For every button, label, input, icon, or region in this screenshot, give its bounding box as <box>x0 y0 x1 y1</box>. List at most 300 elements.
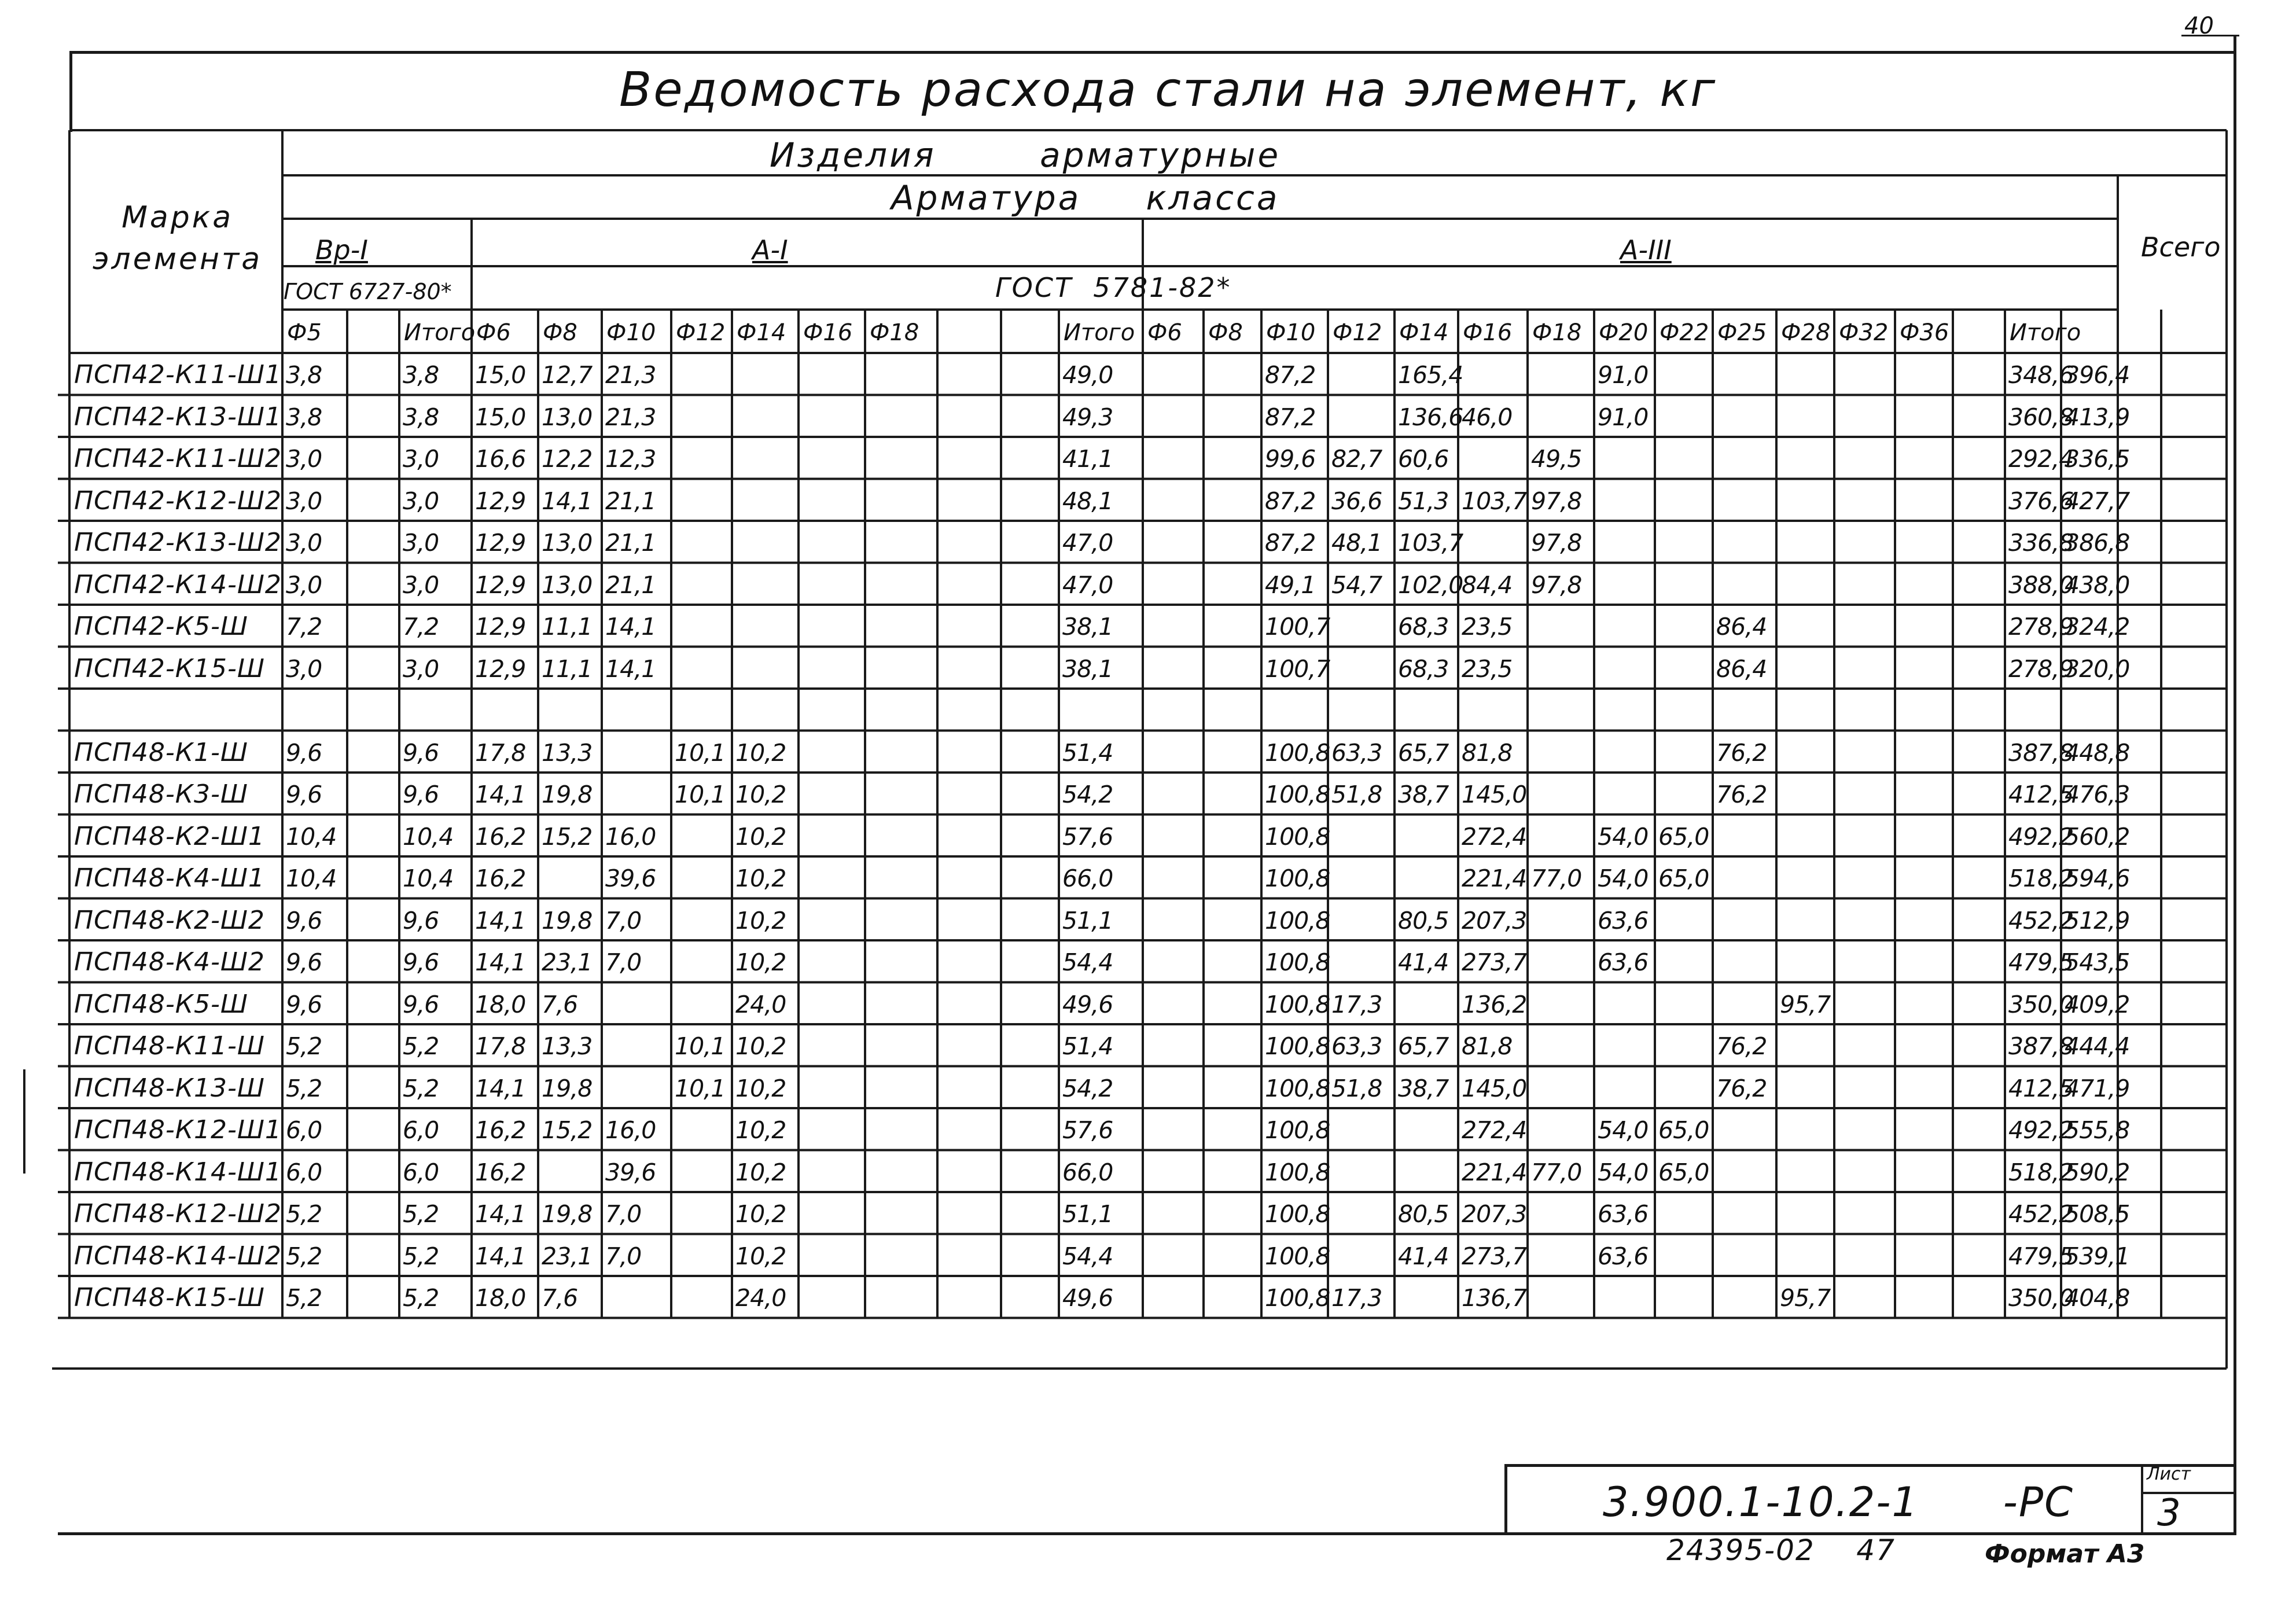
table-cell: 95,7 <box>1780 990 1831 1018</box>
table-cell: 100,8 <box>1265 1158 1330 1186</box>
table-cell: 54,0 <box>1598 865 1649 892</box>
table-cell: 100,8 <box>1265 1284 1330 1312</box>
page-title: Ведомость расхода стали на элемент, кг <box>619 62 1717 117</box>
row-mark: ПСП42-К11-Ш2 <box>74 444 282 473</box>
table-cell: 16,0 <box>605 822 656 851</box>
table-cell: 54,0 <box>1598 822 1649 851</box>
table-cell: 24,0 <box>735 990 786 1018</box>
table-cell: 221,4 <box>1462 1158 1527 1186</box>
table-cell: 63,6 <box>1598 948 1649 976</box>
column-header: Ф28 <box>1781 319 1831 346</box>
table-cell: 48,1 <box>1331 529 1382 557</box>
table-cell: 12,9 <box>475 613 526 641</box>
table-cell: 10,2 <box>735 906 786 935</box>
row-mark: ПСП48-К1-Ш <box>74 737 248 767</box>
table-cell: 91,0 <box>1598 403 1649 431</box>
table-cell: 10,2 <box>735 822 786 851</box>
row-mark: ПСП42-К13-Ш2 <box>74 528 282 557</box>
column-header: Ф36 <box>1900 319 1949 346</box>
table-cell: 38,1 <box>1062 654 1113 683</box>
table-cell: 539,1 <box>2065 1242 2130 1270</box>
table-cell: 5,2 <box>286 1284 322 1312</box>
row-mark: ПСП42-К5-Ш <box>74 612 248 641</box>
table-cell: 49,6 <box>1062 1284 1113 1312</box>
table-cell: 543,5 <box>2065 948 2130 976</box>
row-mark: ПСП48-К11-Ш <box>74 1031 265 1061</box>
table-cell: 12,2 <box>542 445 593 473</box>
table-cell: 51,4 <box>1062 738 1113 767</box>
table-cell: 14,1 <box>542 487 593 515</box>
column-header: Ф22 <box>1660 319 1709 346</box>
archive-number: 24395-02 47 <box>1666 1533 1896 1567</box>
table-cell: 3,0 <box>403 445 439 473</box>
table-cell: 23,1 <box>542 948 593 976</box>
table-cell: 57,6 <box>1062 1116 1113 1144</box>
table-cell: 87,2 <box>1265 361 1316 389</box>
row-mark: ПСП48-К5-Ш <box>74 989 248 1019</box>
table-cell: 41,4 <box>1398 1242 1449 1270</box>
table-cell: 10,2 <box>735 1032 786 1060</box>
table-cell: 3,0 <box>403 571 439 599</box>
table-cell: 24,0 <box>735 1284 786 1312</box>
row-mark: ПСП48-К13-Ш <box>74 1073 265 1103</box>
table-cell: 54,0 <box>1598 1158 1649 1186</box>
table-cell: 272,4 <box>1462 1116 1527 1144</box>
table-cell: 13,0 <box>542 571 593 599</box>
table-cell: 51,4 <box>1062 1032 1113 1060</box>
table-cell: 273,7 <box>1462 948 1527 976</box>
table-cell: 12,3 <box>605 445 656 473</box>
table-cell: 38,7 <box>1398 1074 1449 1102</box>
table-cell: 46,0 <box>1462 403 1513 431</box>
table-cell: 12,9 <box>475 529 526 557</box>
table-cell: 41,4 <box>1398 948 1449 976</box>
table-cell: 452,2 <box>2008 906 2074 935</box>
column-header: Ф8 <box>1208 319 1243 346</box>
table-cell: 19,8 <box>542 1074 593 1102</box>
table-cell: 3,0 <box>286 654 322 683</box>
table-cell: 10,2 <box>735 865 786 892</box>
format-label: Формат А3 <box>1985 1539 2145 1569</box>
table-cell: 221,4 <box>1462 865 1527 892</box>
table-cell: 49,1 <box>1265 571 1316 599</box>
table-cell: 13,0 <box>542 403 593 431</box>
table-cell: 68,3 <box>1398 654 1449 683</box>
table-cell: 10,1 <box>675 1074 726 1102</box>
table-cell: 10,4 <box>286 865 337 892</box>
table-cell: 100,8 <box>1265 1074 1330 1102</box>
document-code: 3.900.1-10.2-1 -РС <box>1603 1478 2074 1526</box>
table-cell: 76,2 <box>1716 781 1767 808</box>
table-cell: 278,9 <box>2008 613 2074 641</box>
table-cell: 14,1 <box>475 906 526 935</box>
table-cell: 6,0 <box>403 1158 439 1186</box>
column-header: Итого <box>2010 319 2081 346</box>
table-cell: 145,0 <box>1462 781 1527 808</box>
row-mark: ПСП42-К14-Ш2 <box>74 569 282 599</box>
table-cell: 23,5 <box>1462 613 1513 641</box>
column-header: Ф16 <box>1463 319 1513 346</box>
table-cell: 19,8 <box>542 906 593 935</box>
table-cell: 412,5 <box>2008 1074 2074 1102</box>
table-cell: 100,8 <box>1265 865 1330 892</box>
table-cell: 452,2 <box>2008 1200 2074 1228</box>
table-cell: 412,5 <box>2008 781 2074 808</box>
table-cell: 10,1 <box>675 1032 726 1060</box>
header-products: Изделия арматурные <box>770 135 1281 175</box>
table-cell: 65,0 <box>1658 1116 1709 1144</box>
table-cell: 5,2 <box>286 1032 322 1060</box>
table-cell: 100,8 <box>1265 1200 1330 1228</box>
table-cell: 5,2 <box>403 1242 439 1270</box>
table-cell: 23,5 <box>1462 654 1513 683</box>
table-cell: 39,6 <box>605 865 656 892</box>
table-cell: 15,0 <box>475 403 526 431</box>
table-cell: 77,0 <box>1531 865 1582 892</box>
table-cell: 10,2 <box>735 1242 786 1270</box>
row-mark: ПСП42-К15-Ш <box>74 653 265 683</box>
table-cell: 11,1 <box>542 613 593 641</box>
table-cell: 81,8 <box>1462 738 1513 767</box>
table-cell: 100,8 <box>1265 990 1330 1018</box>
table-cell: 12,9 <box>475 654 526 683</box>
header-group-a3: А-III <box>1620 234 1672 266</box>
table-cell: 100,8 <box>1265 781 1330 808</box>
table-cell: 9,6 <box>286 948 322 976</box>
table-cell: 54,2 <box>1062 781 1113 808</box>
table-cell: 100,8 <box>1265 906 1330 935</box>
table-cell: 9,6 <box>403 906 439 935</box>
table-cell: 9,6 <box>286 738 322 767</box>
table-cell: 76,2 <box>1716 1032 1767 1060</box>
table-cell: 14,1 <box>475 1242 526 1270</box>
table-cell: 18,0 <box>475 1284 526 1312</box>
table-cell: 444,4 <box>2065 1032 2130 1060</box>
row-mark: ПСП48-К12-Ш1 <box>74 1115 282 1145</box>
table-cell: 360,8 <box>2008 403 2074 431</box>
table-cell: 11,1 <box>542 654 593 683</box>
table-cell: 404,8 <box>2065 1284 2130 1312</box>
table-cell: 272,4 <box>1462 822 1527 851</box>
table-cell: 7,0 <box>605 948 642 976</box>
table-cell: 15,0 <box>475 361 526 389</box>
table-cell: 5,2 <box>403 1284 439 1312</box>
column-header: Итого <box>404 319 476 346</box>
column-header: Ф32 <box>1839 319 1889 346</box>
table-cell: 14,1 <box>605 654 656 683</box>
table-cell: 348,6 <box>2008 361 2074 389</box>
table-cell: 87,2 <box>1265 403 1316 431</box>
table-cell: 97,8 <box>1531 571 1582 599</box>
table-cell: 80,5 <box>1398 906 1449 935</box>
row-mark: ПСП48-К2-Ш1 <box>74 821 265 851</box>
column-header: Ф12 <box>676 319 726 346</box>
table-cell: 6,0 <box>403 1116 439 1144</box>
table-cell: 10,2 <box>735 948 786 976</box>
column-header: Ф25 <box>1717 319 1767 346</box>
table-cell: 54,2 <box>1062 1074 1113 1102</box>
table-cell: 66,0 <box>1062 1158 1113 1186</box>
table-cell: 476,3 <box>2065 781 2130 808</box>
column-header: Ф18 <box>870 319 919 346</box>
table-cell: 95,7 <box>1780 1284 1831 1312</box>
table-cell: 5,2 <box>286 1074 322 1102</box>
table-cell: 413,9 <box>2065 403 2130 431</box>
table-cell: 387,8 <box>2008 738 2074 767</box>
table-cell: 103,7 <box>1398 529 1463 557</box>
table-cell: 47,0 <box>1062 529 1113 557</box>
table-cell: 10,2 <box>735 1074 786 1102</box>
table-cell: 63,3 <box>1331 1032 1382 1060</box>
table-cell: 10,4 <box>403 865 454 892</box>
table-cell: 102,0 <box>1398 571 1463 599</box>
table-cell: 39,6 <box>605 1158 656 1186</box>
table-cell: 100,7 <box>1265 654 1330 683</box>
table-cell: 65,0 <box>1658 822 1709 851</box>
column-header: Ф14 <box>1399 319 1449 346</box>
table-cell: 38,7 <box>1398 781 1449 808</box>
table-cell: 555,8 <box>2065 1116 2130 1144</box>
table-cell: 438,0 <box>2065 571 2130 599</box>
table-cell: 336,8 <box>2008 529 2074 557</box>
table-cell: 21,3 <box>605 361 656 389</box>
table-cell: 9,6 <box>403 990 439 1018</box>
table-cell: 10,4 <box>403 822 454 851</box>
table-cell: 10,2 <box>735 1158 786 1186</box>
table-cell: 84,4 <box>1462 571 1513 599</box>
table-cell: 16,2 <box>475 822 526 851</box>
table-cell: 145,0 <box>1462 1074 1527 1102</box>
table-cell: 10,1 <box>675 738 726 767</box>
table-cell: 51,3 <box>1398 487 1449 515</box>
table-cell: 3,0 <box>286 571 322 599</box>
table-cell: 5,2 <box>403 1200 439 1228</box>
row-mark: ПСП48-К3-Ш <box>74 779 248 809</box>
table-cell: 97,8 <box>1531 487 1582 515</box>
table-cell: 560,2 <box>2065 822 2130 851</box>
table-cell: 19,8 <box>542 781 593 808</box>
table-cell: 5,2 <box>286 1242 322 1270</box>
table-cell: 16,2 <box>475 1158 526 1186</box>
row-mark: ПСП48-К14-Ш2 <box>74 1241 282 1271</box>
column-header: Ф18 <box>1532 319 1582 346</box>
column-header: Ф12 <box>1333 319 1382 346</box>
table-cell: 7,0 <box>605 1242 642 1270</box>
table-cell: 100,7 <box>1265 613 1330 641</box>
table-cell: 594,6 <box>2065 865 2130 892</box>
table-cell: 82,7 <box>1331 445 1382 473</box>
table-cell: 9,6 <box>286 781 322 808</box>
table-cell: 9,6 <box>403 781 439 808</box>
sheet-number: 3 <box>2157 1492 2181 1535</box>
table-cell: 10,4 <box>286 822 337 851</box>
table-cell: 41,1 <box>1062 445 1113 473</box>
table-cell: 97,8 <box>1531 529 1582 557</box>
table-cell: 54,4 <box>1062 948 1113 976</box>
table-cell: 21,1 <box>605 529 656 557</box>
table-cell: 63,3 <box>1331 738 1382 767</box>
table-cell: 18,0 <box>475 990 526 1018</box>
table-cell: 23,1 <box>542 1242 593 1270</box>
table-cell: 7,0 <box>605 1200 642 1228</box>
table-cell: 7,6 <box>542 990 578 1018</box>
table-cell: 49,6 <box>1062 990 1113 1018</box>
table-cell: 60,6 <box>1398 445 1449 473</box>
table-cell: 51,8 <box>1331 1074 1382 1102</box>
table-cell: 16,2 <box>475 865 526 892</box>
table-cell: 7,2 <box>403 613 439 641</box>
table-cell: 57,6 <box>1062 822 1113 851</box>
table-cell: 6,0 <box>286 1158 322 1186</box>
table-cell: 15,2 <box>542 1116 593 1144</box>
table-cell: 87,2 <box>1265 529 1316 557</box>
column-header: Ф6 <box>1147 319 1182 346</box>
row-mark: ПСП48-К15-Ш <box>74 1283 265 1312</box>
table-cell: 10,2 <box>735 1200 786 1228</box>
table-cell: 512,9 <box>2065 906 2130 935</box>
table-cell: 5,2 <box>286 1200 322 1228</box>
table-cell: 336,5 <box>2065 445 2130 473</box>
table-cell: 471,9 <box>2065 1074 2130 1102</box>
table-cell: 386,8 <box>2065 529 2130 557</box>
table-cell: 17,3 <box>1331 990 1382 1018</box>
table-cell: 9,6 <box>403 738 439 767</box>
table-cell: 320,0 <box>2065 654 2130 683</box>
table-cell: 3,0 <box>286 529 322 557</box>
table-cell: 324,2 <box>2065 613 2130 641</box>
table-cell: 100,8 <box>1265 948 1330 976</box>
table-cell: 17,3 <box>1331 1284 1382 1312</box>
column-header: Ф20 <box>1599 319 1649 346</box>
row-mark: ПСП48-К4-Ш1 <box>74 863 265 893</box>
table-cell: 3,0 <box>286 487 322 515</box>
table-cell: 21,1 <box>605 571 656 599</box>
table-cell: 508,5 <box>2065 1200 2130 1228</box>
table-cell: 63,6 <box>1598 1242 1649 1270</box>
table-cell: 12,9 <box>475 571 526 599</box>
header-rebar-class: Арматура класса <box>891 178 1280 218</box>
table-cell: 16,0 <box>605 1116 656 1144</box>
table-cell: 49,3 <box>1062 403 1113 431</box>
row-mark: ПСП48-К2-Ш2 <box>74 905 265 935</box>
table-cell: 518,2 <box>2008 1158 2074 1186</box>
table-cell: 165,4 <box>1398 361 1463 389</box>
table-cell: 590,2 <box>2065 1158 2130 1186</box>
table-cell: 68,3 <box>1398 613 1449 641</box>
table-cell: 396,4 <box>2065 361 2130 389</box>
table-cell: 51,1 <box>1062 1200 1113 1228</box>
table-cell: 7,6 <box>542 1284 578 1312</box>
table-cell: 388,0 <box>2008 571 2074 599</box>
table-cell: 9,6 <box>286 990 322 1018</box>
table-cell: 10,2 <box>735 781 786 808</box>
table-cell: 49,5 <box>1531 445 1582 473</box>
table-cell: 278,9 <box>2008 654 2074 683</box>
table-cell: 136,7 <box>1462 1284 1527 1312</box>
table-cell: 492,2 <box>2008 822 2074 851</box>
table-cell: 350,0 <box>2008 990 2074 1018</box>
table-cell: 14,1 <box>475 948 526 976</box>
table-cell: 3,0 <box>403 654 439 683</box>
table-cell: 100,8 <box>1265 1032 1330 1060</box>
table-cell: 427,7 <box>2065 487 2130 515</box>
table-cell: 3,8 <box>286 361 322 389</box>
table-cell: 6,0 <box>286 1116 322 1144</box>
table-cell: 19,8 <box>542 1200 593 1228</box>
table-cell: 65,0 <box>1658 1158 1709 1186</box>
table-cell: 448,8 <box>2065 738 2130 767</box>
table-cell: 51,8 <box>1331 781 1382 808</box>
table-cell: 5,2 <box>403 1032 439 1060</box>
row-mark: ПСП48-К14-Ш1 <box>74 1157 282 1187</box>
table-cell: 10,1 <box>675 781 726 808</box>
table-cell: 7,0 <box>605 906 642 935</box>
table-cell: 100,8 <box>1265 1116 1330 1144</box>
table-cell: 207,3 <box>1462 906 1527 935</box>
table-cell: 16,6 <box>475 445 526 473</box>
table-cell: 207,3 <box>1462 1200 1527 1228</box>
table-cell: 47,0 <box>1062 571 1113 599</box>
table-cell: 292,4 <box>2008 445 2074 473</box>
table-cell: 65,7 <box>1398 1032 1449 1060</box>
header-mark: Марка элемента <box>93 200 263 277</box>
table-cell: 65,0 <box>1658 865 1709 892</box>
table-cell: 3,8 <box>403 403 439 431</box>
table-cell: 10,2 <box>735 738 786 767</box>
sheet-label: Лист <box>2147 1464 2191 1484</box>
table-cell: 66,0 <box>1062 865 1113 892</box>
page-corner-number: 40 <box>2184 13 2214 39</box>
table-cell: 518,2 <box>2008 865 2074 892</box>
column-header: Ф6 <box>476 319 511 346</box>
table-cell: 136,2 <box>1462 990 1527 1018</box>
header-gost-vp: ГОСТ 6727-80* <box>284 279 452 304</box>
table-cell: 86,4 <box>1716 654 1767 683</box>
table-cell: 387,8 <box>2008 1032 2074 1060</box>
table-cell: 9,6 <box>403 948 439 976</box>
table-cell: 409,2 <box>2065 990 2130 1018</box>
table-cell: 3,8 <box>403 361 439 389</box>
table-cell: 100,8 <box>1265 1242 1330 1270</box>
row-mark: ПСП42-К13-Ш1 <box>74 402 282 432</box>
table-cell: 103,7 <box>1462 487 1527 515</box>
row-mark: ПСП42-К11-Ш1 <box>74 360 282 389</box>
table-cell: 3,0 <box>286 445 322 473</box>
table-cell: 76,2 <box>1716 738 1767 767</box>
table-cell: 17,8 <box>475 1032 526 1060</box>
column-header: Ф10 <box>1266 319 1316 346</box>
table-cell: 80,5 <box>1398 1200 1449 1228</box>
table-cell: 48,1 <box>1062 487 1113 515</box>
table-cell: 87,2 <box>1265 487 1316 515</box>
row-mark: ПСП48-К4-Ш2 <box>74 947 265 977</box>
table-cell: 5,2 <box>403 1074 439 1102</box>
table-cell: 36,6 <box>1331 487 1382 515</box>
column-header: Ф14 <box>737 319 786 346</box>
header-group-a1: А-I <box>752 234 788 266</box>
table-cell: 12,7 <box>542 361 593 389</box>
table-cell: 76,2 <box>1716 1074 1767 1102</box>
table-cell: 21,1 <box>605 487 656 515</box>
table-cell: 16,2 <box>475 1116 526 1144</box>
table-cell: 376,6 <box>2008 487 2074 515</box>
column-header: Ф5 <box>287 319 322 346</box>
table-cell: 63,6 <box>1598 1200 1649 1228</box>
header-group-vp: Вр-I <box>315 234 368 266</box>
header-gost-a: ГОСТ 5781-82* <box>995 272 1232 303</box>
table-cell: 7,2 <box>286 613 322 641</box>
table-cell: 9,6 <box>286 906 322 935</box>
